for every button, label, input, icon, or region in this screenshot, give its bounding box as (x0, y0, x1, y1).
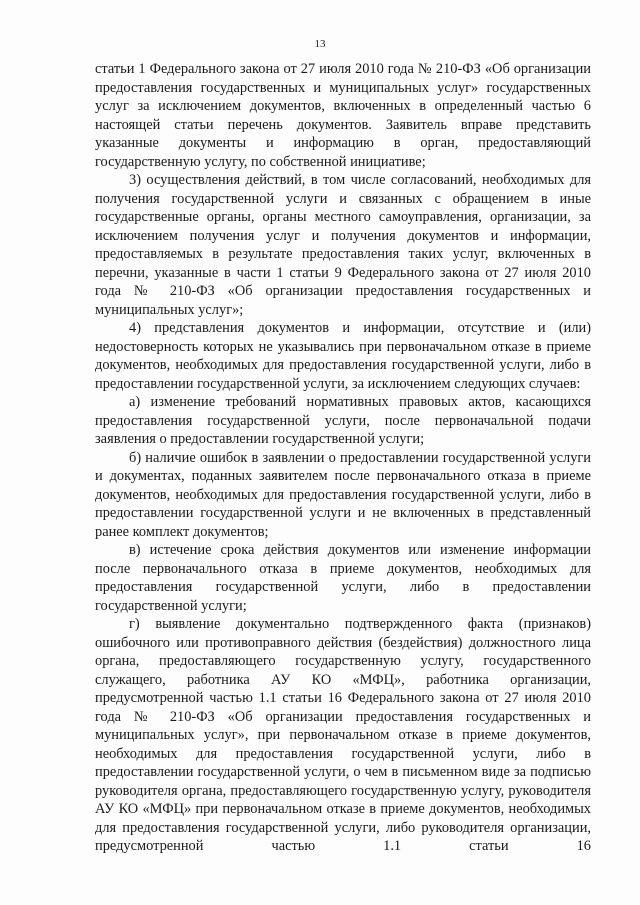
document-body (95, 60, 591, 856)
paragraph-continuation: статьи 1 Федерального закона от 27 июля 2010 года № 210-ФЗ «Об организации предоставления государственных и муниципальных услуг» государственных услуг за исключением документов, включенных в определенный частью 6 настоящей статьи перечень документов. Заявитель вправе представить указанные документы и информацию в орган, предоставляющий государственную услугу, по собственной инициативе; (95, 61, 591, 170)
paragraph-subitem-b: б) наличие ошибок в заявлении о предоставлении государственной услуги и документах, поданных заявителем после первоначального отказа в приеме документов, необходимых для предоставления государственной услуги, либо в предоставлении государственной услуги и не включенных в представленный ранее комплект документов; (95, 449, 591, 540)
paragraph-item-4: 4) представления документов и информации, отсутствие и (или) недостоверность которых не указывались при первоначальном отказе в приеме документов, необходимых для предоставления государственной услуги, либо в предоставлении государственной услуги, за исключением следующих случаев: (95, 320, 591, 392)
paragraph-subitem-v: в) истечение срока действия документов или изменение информации после первоначального отказа в приеме документов, необходимых для предоставления государственной услуги, либо в предоставлении государственной услуги; (95, 542, 591, 614)
page-number: 13 (314, 38, 326, 50)
paragraph-subitem-g: г) выявление документально подтвержденного факта (признаков) ошибочного или противоправного действия (бездействия) должностного лица органа, предоставляющего государственную услугу, государственного служащего, работника АУ КО «МФЦ», работника организации, предусмотренной частью 1.1 статьи 16 Федерального закона от 27 июля 2010 года № 210-ФЗ «Об организации предоставления государственных и муниципальных услуг», при первоначальном отказе в приеме документов, необходимых для предоставления государственной услуги, либо в предоставлении государственной услуги, о чем в письменном виде за подписью руководителя органа, предоставляющего государственную услугу, руководителя АУ КО «МФЦ» при первоначальном отказе в приеме документов, необходимых для предоставления государственной услуги, либо руководителя организации, предусмотренной частью 1.1 статьи 16 (95, 616, 591, 854)
paragraph-item-3: 3) осуществления действий, в том числе согласований, необходимых для получения государственной услуги и связанных с обращением в иные государственные органы, органы местного самоуправления, организации, за исключением получения услуг и получения документов и информации, предоставляемых в результате предоставления таких услуг, включенных в перечни, указанные в части 1 статьи 9 Федерального закона от 27 июля 2010 года № 210-ФЗ «Об организации предоставления государственных и муниципальных услуг»; (95, 172, 591, 318)
paragraph-subitem-a: а) изменение требований нормативных правовых актов, касающихся предоставления государственной услуги, после первоначальной подачи заявления о предоставлении государственной услуги; (95, 394, 591, 447)
